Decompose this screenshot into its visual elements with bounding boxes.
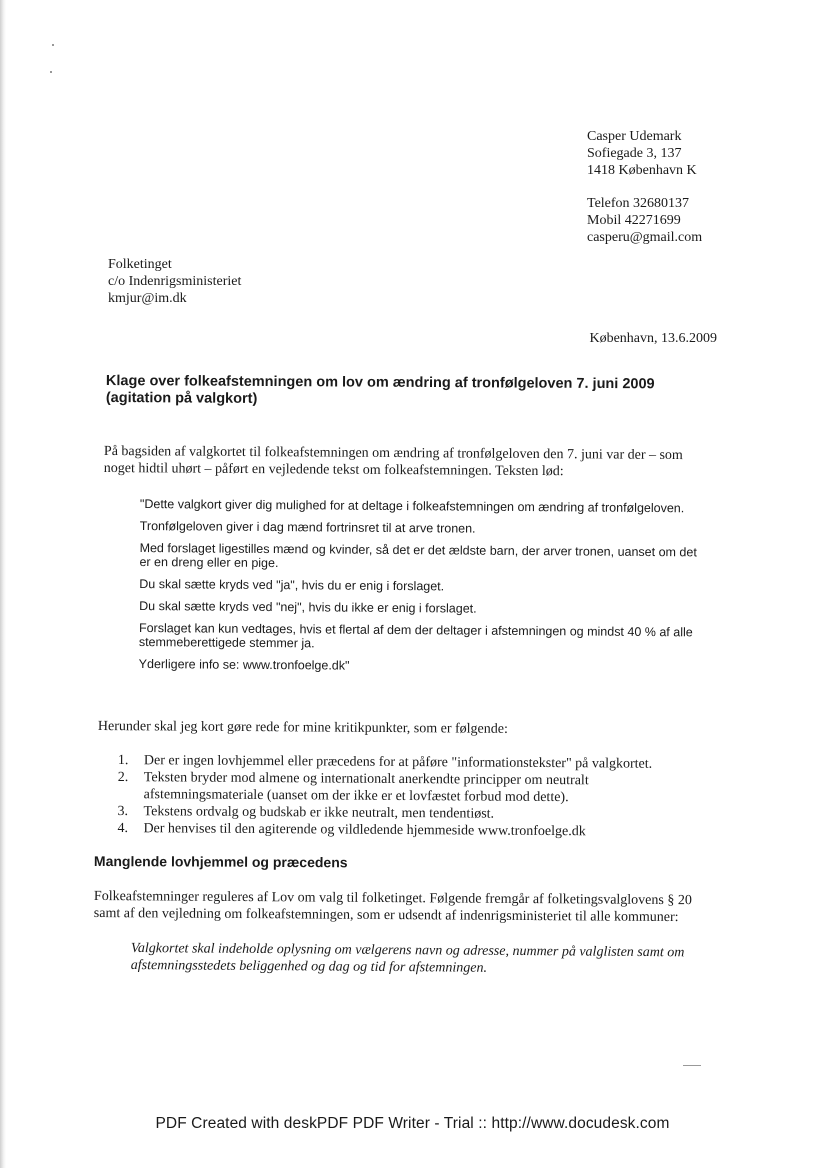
recipient-co: c/o Indenrigsministeriet: [108, 274, 242, 289]
item-text: Teksten bryder mod almene og internationalt anerkendte principper om neutralt: [143, 770, 589, 789]
criticism-item: [116, 769, 652, 807]
quote-paragraph: [139, 577, 696, 595]
quote-paragraph: [139, 541, 696, 573]
law-quote-line: afstemningsstedets beliggenhed og dag og tid for afstemningen.: [130, 957, 488, 976]
sender-name: Casper Udemark: [587, 129, 682, 144]
intro-line: noget hidtil uhørt – påført en vejledende tekst om folkeafstemningen. Teksten lød:: [103, 460, 564, 480]
body-paragraph: [94, 888, 692, 926]
ballot-text-quote: [139, 497, 698, 683]
item-number: 1.: [117, 753, 129, 769]
quote-line: Du skal sætte kryds ved "ja", hvis du er enig i forslaget.: [139, 576, 445, 594]
sender-address: [587, 128, 702, 246]
scan-edge: [0, 0, 6, 1168]
place-date: København, 13.6.2009: [589, 331, 717, 346]
subject-line: (agitation på valgkort): [105, 389, 258, 407]
quote-paragraph: [139, 599, 696, 617]
quote-line: Forslaget kan kun vedtages, hvis et flertal af dem der deltager i afstemningen og mindst 40 % af alle: [138, 620, 693, 640]
item-text: Der henvises til den agiterende og vildledende hjemmeside www.tronfoelge.dk: [143, 821, 586, 840]
quote-line: Du skal sætte kryds ved "nej", hvis du ikke er enig i forslaget.: [139, 598, 477, 616]
item-text: afstemningsmateriale (uanset om der ikke er et lovfæstet forbud mod dette).: [143, 787, 569, 806]
subject-heading: [106, 373, 655, 410]
sender-street: Sofiegade 3, 137: [587, 146, 682, 161]
scan-mark: [683, 1065, 701, 1066]
scan-speck: [52, 44, 54, 46]
quote-line: stemmeberettigede stemmer ja.: [138, 634, 315, 651]
item-number: 4.: [117, 821, 129, 837]
body-line: samt af den vejledning om folkeafstemningen, som er udsendt af indenrigsministeriet til alle kommuner:: [93, 905, 679, 926]
quote-line: Med forslaget ligestilles mænd og kvinder, så det er det ældste barn, der arver tronen, uanset om det: [139, 540, 697, 560]
law-quote: [131, 940, 685, 978]
pdf-footer: PDF Created with deskPDF PDF Writer - Trial :: http://www.docudesk.com: [155, 1115, 670, 1132]
quote-line: Tronfølgeloven giver i dag mænd fortrinsret til at arve tronen.: [139, 518, 476, 536]
item-text: Tekstens ordvalg og budskab er ikke neutralt, men tendentiøst.: [143, 804, 495, 822]
law-quote-line: Valgkortet skal indeholde oplysning om vælgerens navn og adresse, nummer på valglisten samt om: [130, 940, 685, 961]
item-number: 2.: [117, 770, 129, 786]
sender-mobile: Mobil 42271699: [587, 213, 681, 228]
quote-paragraph: [139, 621, 696, 653]
criticism-intro: Herunder skal jeg kort gøre rede for mine kritikpunkter, som er følgende:: [97, 719, 508, 737]
body-line: Folkeafstemninger reguleres af Lov om valg til folketinget. Følgende fremgår af folketingsvalglovens § 20: [93, 889, 692, 909]
quote-paragraph: [140, 519, 697, 537]
quote-paragraph: [139, 657, 696, 675]
quote-line: er en dreng eller en pige.: [139, 554, 279, 571]
intro-paragraph: [104, 443, 683, 481]
sender-city: 1418 København K: [587, 163, 697, 178]
intro-line: På bagsiden af valgkortet til folkeafstemningen om ændring af tronfølgeloven den 7. juni var der – som: [103, 443, 683, 464]
scan-speck: [50, 71, 52, 73]
criticism-list: [115, 752, 652, 841]
criticism-item: [115, 820, 651, 841]
sender-phone: Telefon 32680137: [587, 196, 690, 211]
quote-line: Yderligere info se: www.tronfoelge.dk": [138, 656, 350, 673]
recipient-email: kmjur@im.dk: [108, 291, 187, 306]
sender-email: casperu@gmail.com: [587, 230, 703, 245]
section-heading: Manglende lovhjemmel og præcedens: [93, 853, 348, 871]
subject-line: Klage over folkeafstemningen om lov om ændring af tronfølgeloven 7. juni 2009: [105, 373, 655, 393]
recipient-name: Folketinget: [108, 257, 172, 272]
item-number: 3.: [117, 804, 129, 820]
recipient-address: [108, 256, 241, 307]
quote-line: "Dette valgkort giver dig mulighed for at deltage i folkeafstemningen om ændring af tronfølgeloven.: [139, 497, 685, 516]
item-text: Der er ingen lovhjemmel eller præcedens for at påføre "informationstekster" på valgkortet.: [143, 753, 653, 772]
quote-paragraph: [140, 497, 697, 515]
